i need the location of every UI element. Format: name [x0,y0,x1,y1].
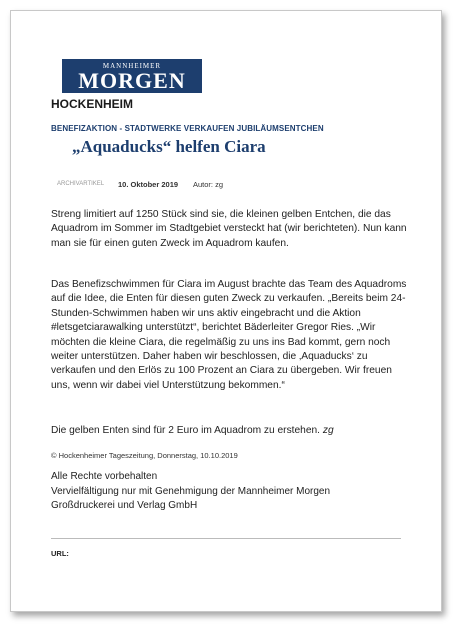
newspaper-logo [62,59,202,93]
article-date: 10. Oktober 2019 [118,180,179,189]
article-paragraph-1 [51,208,411,251]
rights-line-2: Vervielfältigung nur mit Genehmigung der Mannheimer Morgen [51,485,331,497]
article-headline: „Aquaducks“ helfen Ciara [72,137,266,156]
rights-notice [51,470,411,514]
logo-main-text: MORGEN [78,68,186,93]
article-author: Autor: zg [193,180,224,189]
logo-top-text: MANNHEIMER [102,62,162,70]
article-kicker: BENEFIZAKTION - STADTWERKE VERKAUFEN JUBILÄUMSENTCHEN [51,124,324,133]
section-title: HOCKENHEIM [51,97,134,111]
rights-line-1: Alle Rechte vorbehalten [51,471,158,482]
article-paragraph-2 [51,278,411,393]
archive-label: ARCHIVARTIKEL [57,181,105,187]
author-signature: zg [322,425,334,436]
copyright-line: © Hockenheimer Tageszeitung, Donnerstag, 10.10.2019 [51,451,238,460]
paragraph-text: Das Benefizschwimmen für Ciara im August brachte das Team des Aquadroms auf die Idee, die Enten für diesen guten Zweck zu verkaufen. „Bereits beim 24-Stunden-Schwimmen haben wir uns aktiv eingebracht und die Aktion #letsgetciarawalking unterstützt“, berichtet Bäderleiter Gregor Ries. „Wir möchten die kleine Ciara, die regelmäßig zu uns ins Bad kommt, gern noch weiter unterstützen. Daher haben wir beschlossen, die ‚Aquaducks‘ zu verkaufen und den Erlös zu 100 Prozent an Ciara zu übergeben. Wir freuen uns, wenn wir dabei viel Unterstützung bekommen.“ [51,279,407,391]
url-label: URL: [51,549,69,558]
paragraph-text: Streng limitiert auf 1250 Stück sind sie, die kleinen gelben Entchen, die das Aquadrom im Sommer im Stadtgebiet versteckt hat (wir berichteten). Nun kann man sie für einen guten Zweck im Aquadrom kaufen. [51,209,407,249]
paragraph-text: Die gelben Enten sind für 2 Euro im Aquadrom zu erstehen. [51,425,320,436]
article-paragraph-3 [51,424,411,438]
divider [51,538,401,539]
rights-line-3: Großdruckerei und Verlag GmbH [51,500,198,511]
